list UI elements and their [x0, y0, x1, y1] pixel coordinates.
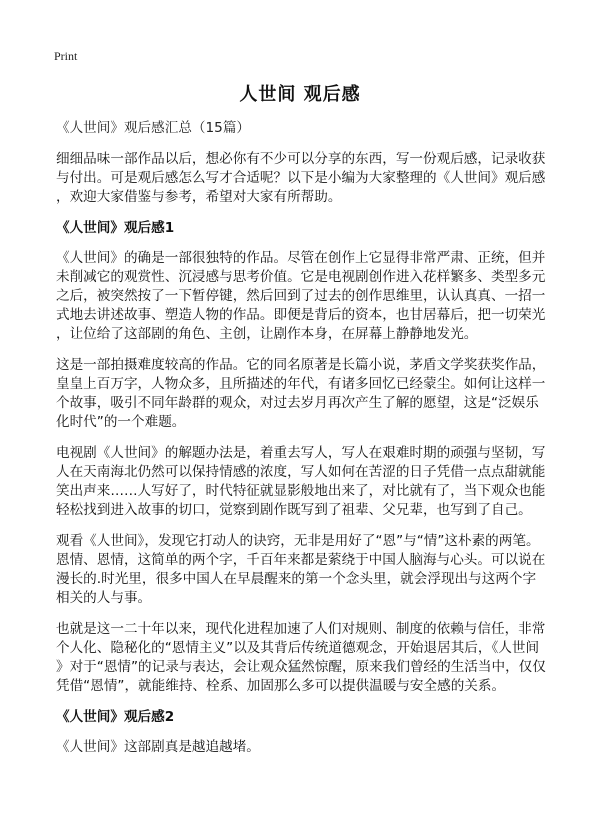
paragraph: [56, 444, 556, 520]
text-line: 《人世间》这部剧真是越追越堵。: [56, 739, 260, 755]
text-line: 个人化、隐秘化的“恩情主义”以及其背后传统道德观念，开始退居其后，《人世间: [56, 640, 540, 656]
text-line: 漫长的.时光里，很多中国人在早晨醒来的第一个念头里，就会浮现出与这两个字: [56, 571, 537, 587]
text-line: ，让位给了这部剧的角色、主创，让剧作本身，在屏幕上静静地发光。: [56, 326, 478, 342]
print-label: Print: [54, 49, 78, 63]
section-heading-2: 《人世间》观后感2: [56, 709, 175, 725]
text-line: 与付出。可是观后感怎么写才合适呢？以下是小编为大家整理的《人世间》观后感: [56, 170, 546, 186]
text-line: 式地去讲述故事、塑造人物的作品。即便是背后的资本，也甘居幕后，把一切荣光: [56, 307, 546, 323]
document-body: [56, 119, 556, 769]
section-2: [56, 738, 556, 757]
subtitle: 《人世间》观后感汇总（15篇）: [56, 120, 251, 136]
text-line: 未削减它的观赏性、沉浸感与思考价值。它是电视剧创作进入花样繁多、类型多元: [56, 269, 546, 285]
text-line: 相关的人与事。: [56, 590, 152, 606]
page-title: 人世间 观后感: [239, 84, 361, 105]
paragraph: [56, 738, 556, 757]
text-line: 人在天南海北仍然可以保持情感的浓度，写人如何在苦涩的日子凭借一点点甜就能: [56, 464, 546, 480]
section-1: [56, 249, 556, 696]
intro-paragraph: [56, 150, 556, 207]
section-heading-1: 《人世间》观后感1: [56, 220, 175, 236]
text-line: 观看《人世间》，发现它打动人的诀窍，无非是用好了“恩”与“情”这朴素的两笔。: [56, 533, 540, 549]
paragraph: [56, 532, 556, 608]
text-line: 个故事，吸引不同年龄群的观众，对过去岁月再次产生了解的愿望，这是“泛娱乐: [56, 395, 539, 411]
text-line: 电视剧《人世间》的解题办法是，着重去写人，写人在艰难时期的顽强与坚韧，写: [56, 445, 546, 461]
text-line: 这是一部拍摄难度较高的作品。它的同名原著是长篇小说，茅盾文学奖获奖作品，: [56, 357, 546, 373]
text-line: 笑出声来……人写好了，时代特征就显影般地出来了，对比就有了，当下观众也能: [56, 483, 546, 499]
text-line: 》对于“恩情”的记录与表达，会让观众猛然惊醒，原来我们曾经的生活当中，仅仅: [56, 659, 546, 675]
paragraph: [56, 620, 556, 696]
paragraph: [56, 356, 556, 432]
text-line: 细细品味一部作品以后，想必你有不少可以分享的东西，写一份观后感，记录收获: [56, 151, 546, 167]
text-line: 之后，被突然按了一下暂停键，然后回到了过去的创作思维里，认认真真、一招一: [56, 288, 546, 304]
text-line: 也就是这一二十年以来，现代化进程加速了人们对规则、制度的依赖与信任，非常: [56, 621, 546, 637]
text-line: 化时代”的一个难题。: [56, 414, 186, 430]
text-line: 皇皇上百万字，人物众多，且所描述的年代，有诸多回忆已经蒙尘。如何让这样一: [56, 376, 546, 392]
text-line: 轻松找到进入故事的切口，觉察到剧作既写到了祖辈、父兄辈，也写到了自己。: [56, 502, 532, 518]
text-line: ，欢迎大家借鉴与参考，希望对大家有所帮助。: [56, 189, 342, 205]
text-line: 凭借“恩情”，就能维持、栓系、加固那么多可以提供温暖与安全感的关系。: [56, 678, 506, 694]
text-line: 《人世间》的确是一部很独特的作品。尽管在创作上它显得非常严肃、正统，但并: [56, 250, 546, 266]
paragraph: [56, 249, 556, 344]
text-line: 恩情、恩情，这简单的两个字，千百年来都是萦绕于中国人脑海与心头。可以说在: [56, 552, 546, 568]
